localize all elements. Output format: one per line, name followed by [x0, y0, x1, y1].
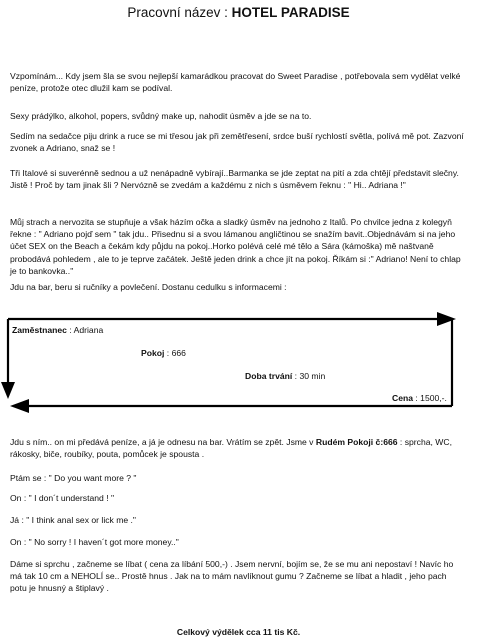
duration-field: Doba trvání : 30 min — [245, 371, 326, 381]
employee-field: Zaměstnanec : Adriana — [12, 325, 104, 335]
paragraph-room: Jdu s ním.. on mi předává peníze, a já je odnesu na bar. Vrátím se zpět. Jsme v Rudém Pokoji č:666 : sprcha, WC, rákosky, biče, roubíky, pouta, pomůcek je spousta . — [10, 437, 452, 460]
paragraph-nervous: Sedím na sedačce piju drink a ruce se mi třesou jak při zemětřesení, srdce buší rychlostí světla, polívá mě pot. Zazvoní zvonek a Adriano, snaž se ! — [10, 131, 464, 154]
dialogue-line-2: On : " I don´t understand ! " — [10, 493, 115, 503]
paragraph-shower: Dáme si sprchu , začneme se líbat ( cena za líbání 500,-) . Jsem nervní, bojím se, že se mu ani nepostaví ! Navíc ho má tak 10 cm a NEHOLÍ se.. Prostě hnus . Jak na to mám navlíknout gumu ? Začneme se líbat a hladit , jeho pach potu je hnusný a štiplavý . — [10, 559, 454, 594]
dialogue-line-1: Ptám se : " Do you want more ? " — [10, 473, 137, 483]
total-earnings: Celkový výdělek cca 11 tis Kč. — [176, 627, 301, 637]
room-field: Pokoj : 666 — [141, 348, 186, 358]
page-title: Pracovní název : HOTEL PARADISE — [127, 5, 350, 20]
price-field: Cena : 1500,-. — [392, 393, 447, 403]
paragraph-italians: Tři Italové si suverénně sednou a už nenápadně vybírají..Barmanka se jde zeptat na pití a zda chtějí představit slečny. Jistě ! Proč by tam jinak šli ? Nervózně se zvedám a každému z nich s úsměvem řeknu : " Hi.. Adriana !" — [10, 168, 459, 191]
dialogue-line-4: On : " No sorry ! I haven´t got more money.." — [10, 537, 179, 547]
dialogue-line-3: Já : " I think anal sex or lick me ." — [10, 515, 136, 525]
paragraph-preparation: Sexy prádýlko, alkohol, popers, svůdný make up, nahodit úsměv a jde se na to. — [10, 111, 312, 121]
paragraph-bar: Jdu na bar, beru si ručníky a povlečení. Dostanu cedulku s informacemi : — [10, 282, 287, 292]
paragraph-fear: Můj strach a nervozita se stupňuje a však házím očka a sladký úsměv na jednoho z Italů. Po chvilce jedna z kolegyň řekne : " Adriano pojď sem " tak jdu.. Přisednu si a svou lámanou angličtinou se snažím bavit..Objednávám si na jeho účet SEX on the Beach a čekám kdy půjdu na pokoj..Horko polévá celé mé tělo a Sára (kámoška) mě naštvaně probodává pohledem , ale to je teprve začátek. Ještě jeden drink a chce jít na pokoj. Říkám si :" Adriano! Není to chlap je to bankovka.." — [10, 217, 461, 276]
paragraph-intro: Vzpomínám... Kdy jsem šla se svou nejlepší kamarádkou pracovat do Sweet Paradise , potřebovala sem vydělat velké peníze, protože otec dlužil kam se podíval. — [10, 71, 461, 94]
